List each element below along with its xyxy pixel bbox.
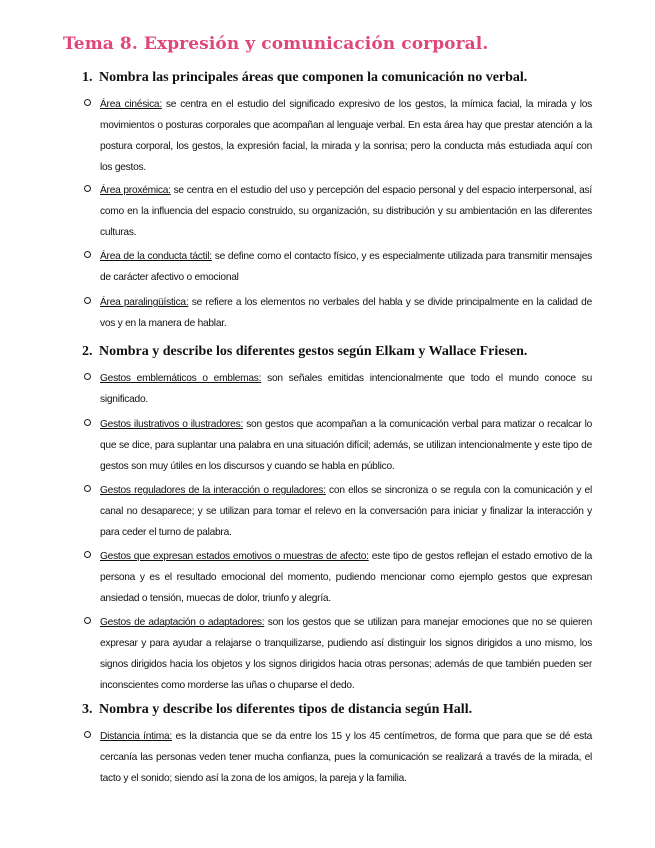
bullet-icon [84,99,91,106]
list-item [84,480,592,543]
section-number: 2. [82,344,93,359]
document-title: Tema 8. Expresión y comunicación corporal. [63,34,489,54]
item-text: con ellos se sincroniza o se regula con la comunicación y el canal no desaparece; y se utilizan para tomar el relevo en la conversación para iniciar y finalizar la interacción y para ceder el turno de palabra. [100,485,592,538]
list-item [84,368,592,410]
item-text: son señales emitidas intencionalmente que todo el mundo conoce su significado. [100,373,592,405]
list-item [84,612,592,696]
section-number: 3. [82,702,93,717]
item-term: Gestos de adaptación o adaptadores: [100,617,265,628]
item-text: se refiere a los elementos no verbales del habla y se divide principalmente en la calidad de vos y en la manera de hablar. [100,297,593,329]
section-heading-3 [82,702,472,718]
bullet-icon [84,551,91,558]
list-item [84,180,592,243]
item-term: Distancia íntima: [100,731,172,742]
section-heading-1 [82,70,527,86]
section-heading-text: Nombra y describe los diferentes gestos según Elkam y Wallace Friesen. [99,344,528,359]
item-term: Área cinésica: [100,99,162,110]
bullet-icon [84,617,91,624]
section-heading-text: Nombra las principales áreas que componen la comunicación no verbal. [99,70,528,85]
item-text: este tipo de gestos reflejan el estado emotivo de la persona y es el resultado emocional del momento, pudiendo mencionar como ejemplo gestos que expresan ansiedad o tensión, muecas de dolor, triunfo y alegría. [100,551,592,604]
item-term: Gestos reguladores de la interacción o reguladores: [100,485,326,496]
item-term: Área de la conducta táctil: [100,251,212,262]
list-item [84,292,592,334]
list-item [84,546,592,609]
list-item [84,414,592,477]
item-text: es la distancia que se da entre los 15 y los 45 centímetros, de forma que para que se dé esta cercanía las personas veden tener mucha confianza, pues la comunicación se realizará a través de la mirada, el tacto y el sonido; siendo así la zona de los amigos, la pareja y la familia. [100,731,592,784]
section-heading-2 [82,344,527,360]
list-item [84,94,592,178]
item-term: Gestos ilustrativos o ilustradores: [100,419,244,430]
item-text: son los gestos que se utilizan para manejar emociones que no se quieren expresar y para ayudar a relajarse o tranquilizarse, pudiendo así distinguir los signos dirigidos a uno mismo, los signos dirigidos hacia los objetos y los signos dirigidos hacia otras personas; además de que también pueden ser inconscientes como morderse las uñas o chuparse el dedo. [100,617,592,691]
bullet-icon [84,185,91,192]
bullet-icon [84,419,91,426]
section-heading-text: Nombra y describe los diferentes tipos de distancia según Hall. [99,702,473,717]
list-item [84,726,592,789]
item-term: Área paralingüística: [100,297,189,308]
item-text: se centra en el estudio del uso y percepción del espacio personal y del espacio interpersonal, así como en la influencia del espacio construido, su organización, su distribución y su ambientación en las diferentes culturas. [100,185,592,238]
bullet-icon [84,731,91,738]
item-term: Gestos emblemáticos o emblemas: [100,373,262,384]
section-number: 1. [82,70,93,85]
item-term: Área proxémica: [100,185,171,196]
item-text: se centra en el estudio del significado expresivo de los gestos, la mímica facial, la mirada y los movimientos o posturas corporales que acompañan al lenguaje verbal. En esta área hay que prestar atención a la postura corporal, los gestos, la expresión facial, la mirada y la sonrisa; pero la conducta más estudiada aquí con los gestos. [100,99,592,173]
item-text: son gestos que acompañan a la comunicación verbal para matizar o recalcar lo que se dice, para suplantar una palabra en una situación difícil; además, se utilizan intencionalmente y este tipo de gestos son muy útiles en los discursos y cuando se habla en público. [100,419,592,472]
bullet-icon [84,485,91,492]
bullet-icon [84,297,91,304]
bullet-icon [84,373,91,380]
bullet-icon [84,251,91,258]
list-item [84,246,592,288]
item-term: Gestos que expresan estados emotivos o muestras de afecto: [100,551,369,562]
item-text: se define como el contacto físico, y es especialmente utilizada para transmitir mensajes de carácter afectivo o emocional [100,251,592,283]
